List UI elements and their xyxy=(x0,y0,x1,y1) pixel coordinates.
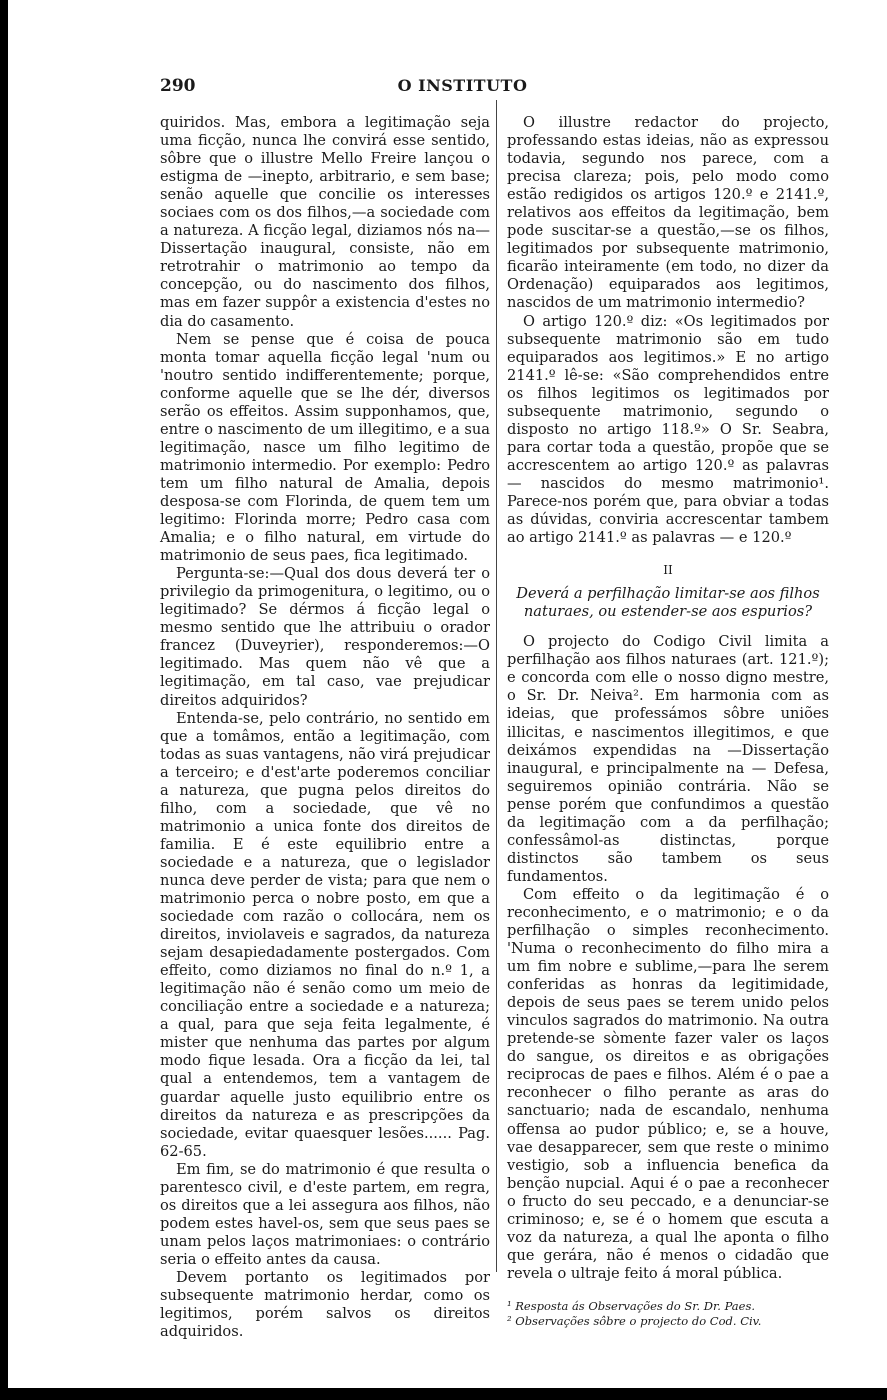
scan-edge-left xyxy=(0,0,8,1400)
paragraph: O artigo 120.º diz: «Os legitimados por subsequente matrimonio são em tudo equiparados aos legitimos.» E no artigo 2141.º lê-se: «São comprehendidos entre os filhos legitimos os legitimados por subsequente matrimonio, segundo o disposto no artigo 118.º» O Sr. Seabra, para cortar toda a questão, propõe que se accrescentem ao artigo 120.º as palavras — nascidos do mesmo matrimonio¹. Parece-nos porém que, para obviar a todas as dúvidas, conviria accrescentar tambem ao artigo 2141.º as palavras — e 120.º xyxy=(507,312,829,547)
left-column xyxy=(160,114,490,1341)
paragraph: Pergunta-se:—Qual dos dous deverá ter o privilegio da primogenitura, o legitimo, ou o legitimado? Se dérmos á ficção legal o mesmo sentido que lhe attribuiu o orador francez (Duveyrier), responderemos:—O legitimado. Mas quem não vê que a legitimação, em tal caso, vae prejudicar direitos adquiridos? xyxy=(160,565,490,709)
section-number: II xyxy=(663,563,673,578)
paragraph: Nem se pense que é coisa de pouca monta tomar aquella ficção legal 'num ou 'noutro sentido indifferentemente; porque, conforme aquelle que se lhe dér, diversos serão os effeitos. Assim supponhamos, que, entre o nascimento de um illegitimo, e a sua legitimação, nasce um filho legitimo de matrimonio intermedio. Por exemplo: Pedro tem um filho natural de Amalia, depois desposa-se com Florinda, de quem tem um legitimo: Florinda morre; Pedro casa com Amalia; e o filho natural, em virtude do matrimonio de seus paes, fica legitimado. xyxy=(160,330,490,565)
paragraph: Com effeito o da legitimação é o reconhecimento, e o matrimonio; e o da perfilhação o simples reconhecimento. 'Numa o reconhecimento do filho mira a um fim nobre e sublime,—para lhe serem conferidas as honras da legitimidade, depois de seus paes se terem unido pelos vinculos sagrados do matrimonio. Na outra pretende-se sòmente fazer valer os laços do sangue, os direitos e as obrigações reciprocas de paes e filhos. Além é o pae a reconhecer o filho perante as aras do sanctuario; nada de escandalo, nenhuma offensa ao pudor público; e, se a houve, vae desapparecer, sem que reste o minimo vestigio, sob a influencia benefica da benção nupcial. Aqui é o pae a reconhecer o fructo do seu peccado, e a denunciar-se criminoso; e, se é o homem que escuta a voz da natureza, a qual lhe aponta o filho que gerára, não é menos o cidadão que revela o ultraje feito á moral pública. xyxy=(507,885,829,1282)
right-column xyxy=(507,114,829,1329)
paragraph: O illustre redactor do projecto, professando estas ideias, não as expressou todavia, segundo nos parece, com a precisa clareza; pois, pelo modo como estão redigidos os artigos 120.º e 2141.º, relativos aos effeitos da legitimação, bem pode suscitar-se a questão,—se os filhos, legitimados por subsequente matrimonio, ficarão inteiramente (em todo, no dizer da Ordenação) equiparados aos legitimos, nascidos de um matrimonio intermedio? xyxy=(507,114,829,312)
paragraph: Em fim, se do matrimonio é que resulta o parentesco civil, e d'este partem, em regra, os direitos que a lei assegura aos filhos, não podem estes havel-os, sem que seus paes se unam pelos laços matrimoniaes: o contrário seria o effeito antes da causa. xyxy=(160,1160,490,1268)
paragraph: quiridos. Mas, embora a legitimação seja uma ficção, nunca lhe convirá esse sentido, sôbre que o illustre Mello Freire lançou o estigma de —inepto, arbitrario, e sem base; senão aquelle que concilie os interesses sociaes com os dos filhos,—a sociedade com a natureza. A ficção legal, diziamos nós na—Dissertação inaugural, consiste, não em retrotrahir o matrimonio ao tempo da concepção, ou do nascimento dos filhos, mas em fazer suppôr a existencia d'estes no dia do casamento. xyxy=(160,114,490,330)
footnotes xyxy=(507,1299,829,1329)
page-number: 290 xyxy=(160,76,196,96)
column-divider xyxy=(496,100,497,1272)
running-title: O INSTITUTO xyxy=(397,76,528,95)
footnote: ¹ Resposta ás Observações do Sr. Dr. Paes. xyxy=(507,1298,756,1313)
paragraph: Entenda-se, pelo contrário, no sentido em que a tomâmos, então a legitimação, com todas as suas vantagens, não virá prejudicar a terceiro; e d'est'arte poderemos conciliar a natureza, que pugna pelos direitos do filho, com a sociedade, que vê no matrimonio a unica fonte dos direitos de familia. E é este equilibrio entre a sociedade e a natureza, que o legislador nunca deve perder de vista; para que nem o matrimonio perca o nobre posto, em que a sociedade com razão o collocára, nem os direitos, inviolaveis e sagrados, da natureza sejam desapiedadamente postergados. Com effeito, como diziamos no final do n.º 1, a legitimação não é senão como um meio de conciliação entre a sociedade e a natureza; a qual, para que seja feita legalmente, é mister que nenhuma das partes por algum modo fique lesada. Ora a ficção da lei, tal qual a entendemos, tem a vantagem de guardar aquelle justo equilibrio entre os direitos da natureza e as prescripções da sociedade, evitar quaesquer lesões...... Pag. 62-65. xyxy=(160,709,490,1160)
footnote: ² Observações sôbre o projecto do Cod. Civ. xyxy=(507,1313,762,1328)
section-title: Deverá a perfilhação limitar-se aos filhos naturaes, ou estender-se aos espurios? xyxy=(516,585,820,621)
paragraph: Devem portanto os legitimados por subsequente matrimonio herdar, como os legitimos, porém salvos os direitos adquiridos. xyxy=(160,1269,490,1341)
paragraph: O projecto do Codigo Civil limita a perfilhação aos filhos naturaes (art. 121.º); e concorda com elle o nosso digno mestre, o Sr. Dr. Neiva². Em harmonia com as ideias, que professámos sôbre uniões illicitas, e nascimentos illegitimos, e que deixámos expendidas na —Dissertação inaugural, e principalmente na — Defesa, seguiremos opinião contrária. Não se pense porém que confundimos a questão da legitimação com a da perfilhação; confessâmol-as distinctas, porque distinctos são tambem os seus fundamentos. xyxy=(507,633,829,885)
scan-edge-bottom xyxy=(0,1388,887,1400)
page-header xyxy=(160,76,765,98)
